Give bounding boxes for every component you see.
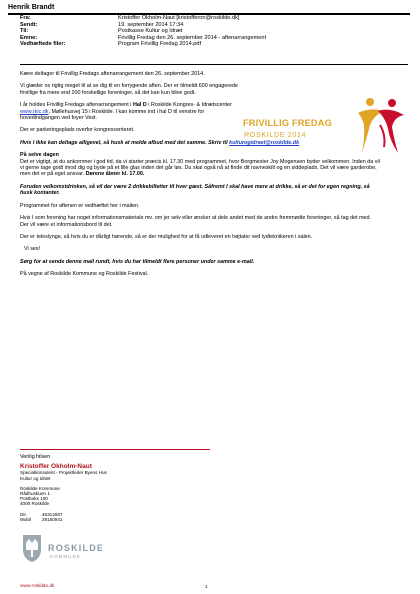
roskilde-crest-icon bbox=[20, 533, 44, 563]
printout-owner-name: Henrik Brandt bbox=[8, 4, 55, 11]
direct-phone-value: 46314067 bbox=[42, 511, 63, 517]
address-line: Postboks 100 bbox=[20, 496, 48, 502]
hearing-loop-paragraph: Der er teleslynge, så hvis du er dårligt hørende, så er der mulighed for at få udleveret en højtaler ved lydteknikeren i salen. bbox=[20, 233, 313, 240]
info-table-paragraph: Hvis I som forening har noget informationsmateriale mv. om jer selv eller ønsker at dele andet med de andre fremmødte foreninger, så tag det med. Der vil være et informationsbord til det. bbox=[20, 215, 372, 228]
program-paragraph: Programmet for aftenen er vedhæftet her i mailen. bbox=[20, 202, 140, 209]
roskilde-kommune-logo bbox=[20, 533, 105, 568]
meta-value: Program Frivillig Fredag 2014.pdf bbox=[118, 41, 202, 48]
logo-title: FRIVILLIG FREDAG bbox=[243, 118, 332, 128]
address-line: Roskilde Kommune bbox=[20, 485, 60, 491]
drinks-paragraph: Foruden velkomstdrinken, så vil der være 2 drikkebilletter til hver gæst. Såfremt I skal have mere at drikke, så er det for egen regning, så husk kontanter. bbox=[20, 183, 370, 197]
meta-row-sent bbox=[20, 22, 378, 29]
signature-department: Kultur og Idræt bbox=[20, 475, 51, 481]
signature-rule bbox=[20, 449, 210, 450]
meta-value: Kristoffer Okholm-Naut [kristofferon@roskilde.dk] bbox=[118, 15, 240, 21]
day-heading: På selve dagen bbox=[20, 152, 59, 159]
direct-phone-label: Dir. bbox=[20, 511, 27, 517]
meta-key: Emne: bbox=[20, 34, 38, 41]
sign-off: Venlig hilsen bbox=[20, 454, 51, 460]
meta-row-subject bbox=[20, 35, 378, 42]
roskilde-wordmark: ROSKILDE bbox=[48, 543, 105, 553]
address-line: Rådhusbuen 1 bbox=[20, 491, 50, 497]
meta-key: Vedhæftede filer: bbox=[20, 41, 66, 48]
signature-title: Specialkonsulent - Projektleder Byens Hus bbox=[20, 470, 107, 476]
meta-value: Frivillig Fredag den 26. september 2014 - aftenarrangement bbox=[118, 34, 267, 41]
meta-value: Postkasse Kultur og Idræt bbox=[118, 28, 183, 35]
signature-name: Kristoffer Okholm-Naut bbox=[20, 463, 92, 471]
mobile-phone-label: Mobil bbox=[20, 516, 31, 522]
mobile-phone-value: 29160941 bbox=[42, 516, 63, 522]
on-behalf-paragraph: På vegne af Roskilde Kommune og Roskilde Festival. bbox=[20, 271, 149, 278]
kultur-email-link[interactable]: kulturogidraet@roskilde.dk bbox=[229, 139, 300, 146]
meta-key: Til: bbox=[20, 28, 29, 35]
roskilde-website-link[interactable]: www.roskilde.dk bbox=[20, 584, 55, 589]
day-paragraph: Det er vigtigt, at du ankommer i god tid, da vi starter præcis kl. 17.30 med programmet, hvor Borgmester Joy Mogensen byder velkommen. Inden da vil vi gerne tage godt imod dig og byde på et lille glas inden det går løs. Du skal også nå at finde dit navneskilt og en siddeplads. Det vil være garderobe, men det er på eget ansvar. Dørene åbner kl. 17.00. bbox=[20, 158, 380, 178]
cancellation-paragraph: Hvis I ikke kan deltage alligevel, så husk at melde afbud med det samme. Skriv til kulturogidraet@roskilde.dk bbox=[20, 139, 300, 146]
meta-key: Sendt: bbox=[20, 21, 38, 28]
page-number: 1 bbox=[205, 585, 208, 590]
meta-value: 19. september 2014 17:34 bbox=[118, 21, 184, 28]
parking-paragraph: Der er parkeringsplads overfor kongrescenteret. bbox=[20, 127, 135, 134]
signature-block bbox=[20, 454, 107, 522]
kommune-wordmark: KOMMUNE bbox=[50, 554, 81, 559]
meta-row-to bbox=[20, 28, 378, 35]
email-meta-block bbox=[20, 15, 378, 48]
venue-paragraph: I år holdes Frivillig Fredags aftenarrangement i Hal D i Roskilde Kongres- & Idrætscenter www.rkic.dk, Møllehusvej 15 i Roskilde. I kan komme ind i hal D til venstre for hovedindgangen ved foyer Vest. bbox=[20, 102, 232, 122]
meta-key: Fra: bbox=[20, 15, 31, 21]
greeting-paragraph: Kære deltager til Frivillig Fredags aftenarrangement den 26. september 2014. bbox=[20, 71, 205, 77]
intro-paragraph: Vi glæder os rigtig meget til at se dig til en forrygende aften. Der er tilmeldt 600 engagerede frivillige fra mere end 200 forskellige foreninger, så det kan kun blive godt. bbox=[20, 83, 239, 96]
logo-subtitle: ROSKILDE 2014 bbox=[244, 130, 307, 139]
meta-row-attachments bbox=[20, 41, 378, 48]
email-body bbox=[20, 71, 380, 278]
rkic-link[interactable]: www.rkic.dk bbox=[20, 108, 49, 115]
see-you-line: Vi ses! bbox=[24, 246, 41, 253]
meta-rule bbox=[20, 64, 408, 65]
mobile-phone-row bbox=[20, 517, 107, 522]
meta-row-from bbox=[20, 15, 378, 22]
forward-paragraph: Sørg for at sende denne mail rundt, hvis du har tilmeldt flere personer under samme e-mail. bbox=[20, 258, 255, 265]
address-line: 4000 Roskilde bbox=[20, 501, 50, 507]
